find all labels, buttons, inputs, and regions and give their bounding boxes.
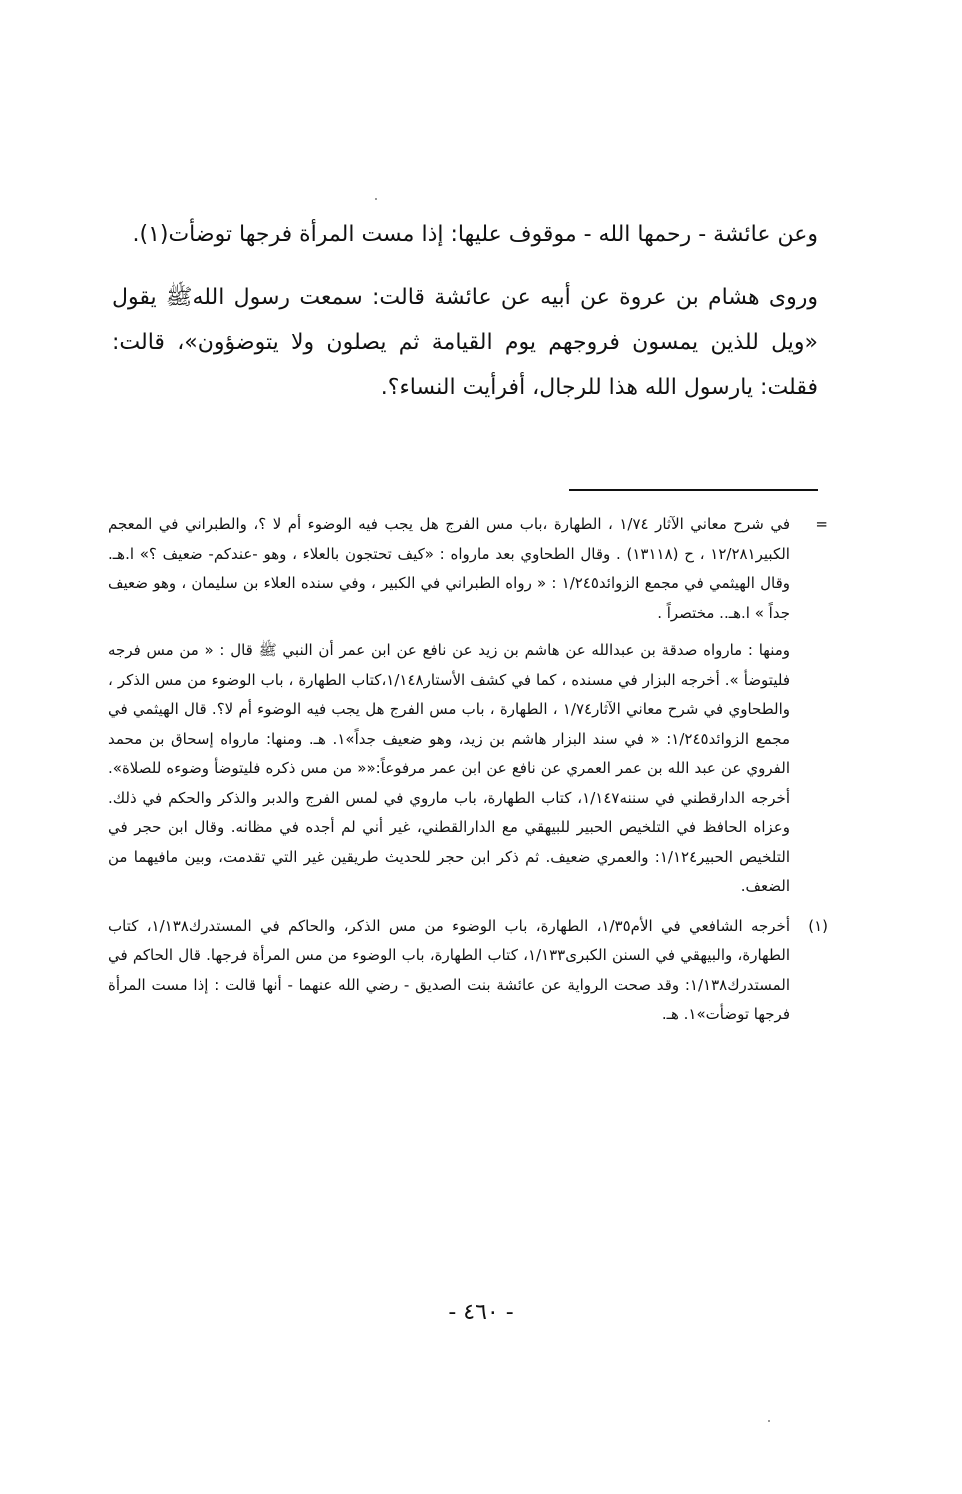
main-text [112, 212, 818, 428]
footnote-1-mark: (١) [808, 916, 828, 935]
continuation-mark: = [815, 515, 828, 533]
footnote-divider [569, 489, 818, 491]
footnote-1-text: أخرجه الشافعي في الأم١/٣٥، الطهارة، باب الوضوء من مس الذكر، والحاكم في المستدرك١/١٣٨، كتاب الطهارة، والبيهقي في السنن الكبرى١/١٣٣، كتاب الطهارة، باب الوضوء من مس المرأة فرجها. قال الحاكم في المستدرك١/١٣٨: وقد صحت الرواية عن عائشة بنت الصديق - رضي الله عنهما - أنها قالت : إذا مست المرأة فرجها توضأت»١. هـ. [108, 916, 790, 1023]
footnote-continuation [108, 510, 828, 902]
footnotes [108, 510, 828, 1030]
page-number: - ٤٦٠ - [448, 1300, 514, 1325]
scan-speck [768, 1420, 770, 1422]
footnote-1 [108, 912, 828, 1030]
main-paragraph-2: وروى هشام بن عروة عن أبيه عن عائشة قالت: سمعت رسول اللهﷺ يقول «ويل للذين يمسون فروجهم يوم القيامة ثم يصلون ولا يتوضؤون»، قالت: فقلت: يارسول الله هذا للرجال، أفرأيت النساء؟. [112, 285, 818, 400]
continuation-paragraph-2: ومنها : ماروا‌ه صدقة بن عبدالله عن هاشم بن زيد عن نافع عن ابن عمر أن النبي ﷺ قال : « من مس فرجه فليتوضأ ». أخرجه البزار في مسنده ، كما في كشف الأستار١/١٤٨،كتاب الطهارة ، باب الوضوء من مس الذكر ، والطحاوي في شرح معاني الآثار١/٧٤ ، الطهارة ، باب مس الفرج هل يجب فيه الوضوء أم لا؟. قال الهيثمي في مجمع الزوائد١/٢٤٥: « في سند البزار هاشم بن زيد، وهو ضعيف جداً»١. هـ. ومنها: ماروا‌ه إسحاق بن محمد الفروي عن عبد الله بن عمر العمري عن نافع عن ابن عمر مرفوعاً:«« من مس ذكره فليتوضأ وضوءه للصلاة». أخرجه الدارقطني في سننه١/١٤٧، كتاب الطهارة، باب ماروي في لمس الفرج والدبر والذكر والحكم في ذلك. وعزاه الحافظ في التلخيص الحبير للبيهقي مع الدارالقطني، غير أني لم أجده في مظانه. وقال ابن حجر في التلخيص الحبير١/١٢٤: والعمري ضعيف. ثم ذكر ابن حجر للحديث طريقين غير التي تقدمت، وبين مافيهما من الضعف. [108, 641, 790, 895]
main-paragraph-1: وعن عائشة - رحمها الله - موقوف عليها: إذا مست المرأة فرجها توضأت(١). [132, 222, 818, 247]
scan-speck [375, 198, 377, 200]
continuation-body [108, 510, 790, 902]
footnote-1-body [108, 912, 790, 1030]
continuation-paragraph-1: في شرح معاني الآثار ١/٧٤ ، الطهارة ،باب مس الفرج هل يجب فيه الوضوء أم لا ؟، والطبراني في المعجم الكبير١٢/٢٨١ ، ح (١٣١١٨) . وقال الطحاوي بعد مارواه : «كيف تحتجون بالعلاء ، وهو -عندكم- ضعيف ؟» ا.هـ. وقال الهيثمي في مجمع الزوائد١/٢٤٥ : « رواه الطبراني في الكبير ، وفي سنده العلاء بن سليمان ، وهو ضعيف جداً » ا.هـ.. مختصراً . [108, 515, 790, 622]
